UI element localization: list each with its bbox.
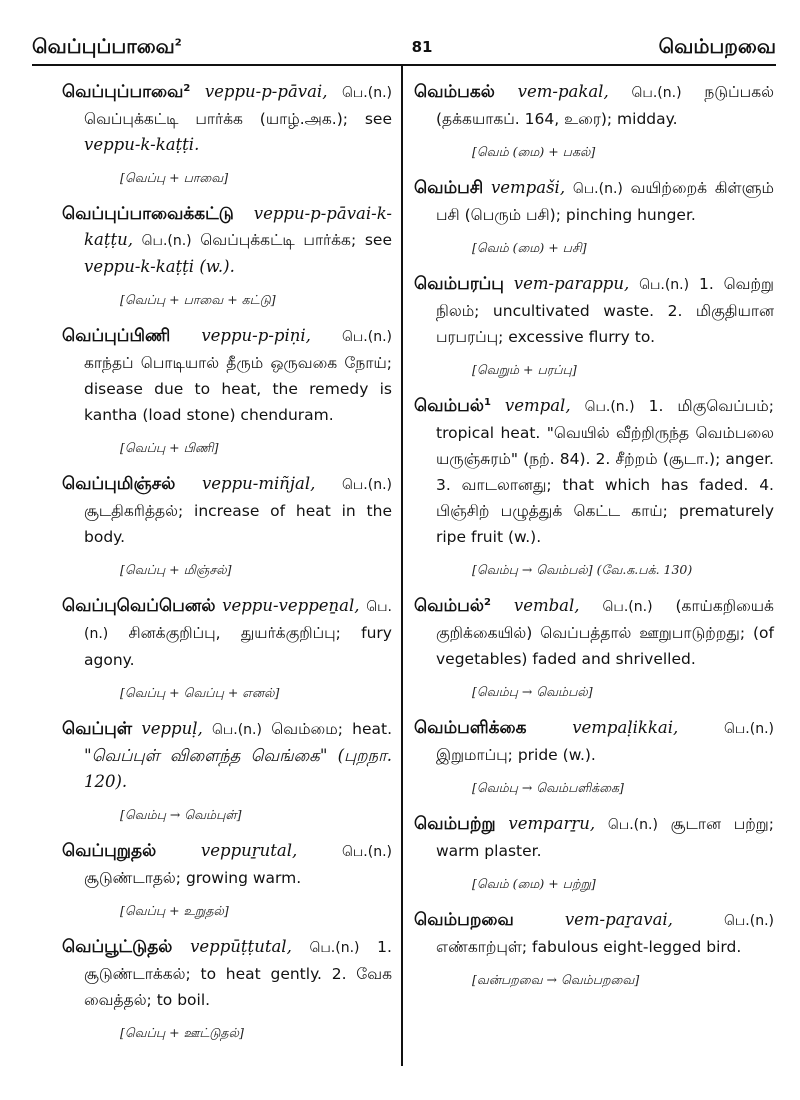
- entry-etymology: [வெம்பு → வெம்பளிக்கை]: [472, 780, 624, 795]
- entry-transliteration: vempal,: [504, 396, 571, 415]
- entry-transliteration: veppuṟutal,: [200, 841, 298, 860]
- entry-headword: வெம்பற்று: [414, 814, 496, 834]
- entry-transliteration: vemparṟu,: [508, 814, 596, 833]
- dictionary-entry: [62, 323, 392, 457]
- entry-definition: (காய்கறியைக் குறிக்கையில்) வெப்பத்தால் ஊறுபாடுற்றது; (of vegetables) faded and shrivelled.: [436, 597, 774, 668]
- dictionary-entry: [62, 934, 392, 1042]
- dictionary-entry: [62, 471, 392, 579]
- entry-headword: வெப்புப்பாவைக்கட்டு: [62, 204, 234, 224]
- entry-definition: 1. சூடுண்டாக்கல்; to heat gently. 2. வேக வைத்தல்; to boil.: [84, 938, 392, 1009]
- entry-definition: நடுப்பகல் (தக்கயாகப். 164, உரை); midday.: [436, 83, 774, 128]
- header-left-headword: வெப்புப்பாவை$^2$: [32, 34, 182, 58]
- entry-headword: வெம்பல்: [414, 596, 484, 616]
- entry-pos: பெ.(n.): [141, 233, 192, 249]
- entry-pos: பெ.(n.): [341, 477, 392, 493]
- entry-definition: 1. மிகுவெப்பம்; tropical heat. "வெயில் வீற்றிருந்த வெம்பலை யருஞ்சுரம்" (நற். 84). 2. சீற்றம் (சூடா.); anger. 3. வாடலானது; that which has faded. 4. பிஞ்சிற் பழுத்துக் கெட்ட காய்; prematurely ripe fruit (w.).: [436, 397, 774, 546]
- left-column: [62, 79, 392, 1056]
- entry-definition: வெம்மை; heat.: [271, 720, 392, 738]
- header-rule: [32, 64, 776, 66]
- entry-pos: பெ.(n.): [639, 277, 690, 293]
- entry-definition: வெப்புக்கட்டி பார்க்க; see: [200, 231, 392, 249]
- entry-headword: வெப்புப்பாவை: [62, 82, 184, 102]
- entry-etymology: [வெம் (மை) + பசி]: [472, 240, 587, 255]
- entry-etymology: [வெப்பு + ஊட்டுதல்]: [120, 1025, 244, 1040]
- entry-definition: சூடுண்டாதல்; growing warm.: [84, 869, 302, 887]
- entry-headword: வெப்புறுதல்: [62, 841, 157, 861]
- entry-transliteration: vem-pakal,: [517, 82, 609, 101]
- entry-pos: பெ.(n.): [723, 721, 774, 737]
- entry-crossref: veppu-k-kaṭṭi.: [84, 135, 200, 154]
- dictionary-entry: [414, 907, 774, 989]
- entry-superscript: 2: [183, 82, 191, 94]
- entry-etymology: [வெப்பு + பாவை + கட்டு]: [120, 292, 276, 307]
- entry-headword: வெப்புவெப்பெனல்: [62, 596, 216, 616]
- entry-headword: வெப்புமிஞ்சல்: [62, 474, 176, 494]
- entry-transliteration: veppu-miñjal,: [201, 474, 316, 493]
- entry-headword: வெம்பளிக்கை: [414, 718, 527, 738]
- entry-headword: வெம்பசி: [414, 178, 484, 198]
- header-right-headword: வெம்பறவை: [658, 34, 776, 58]
- entry-etymology: [வெப்பு + உறுதல்]: [120, 903, 229, 918]
- entry-transliteration: vempaḷikkai,: [572, 718, 679, 737]
- entry-headword: வெம்பறவை: [414, 910, 514, 930]
- entry-etymology: [வன்பறவை → வெம்பறவை]: [472, 972, 640, 987]
- entry-etymology: [வெம் (மை) + பகல்]: [472, 144, 596, 159]
- entry-etymology: [வெம்பு → வெம்புள்]: [120, 807, 242, 822]
- entry-superscript: 2: [483, 596, 491, 608]
- entry-definition: 1. வெற்று நிலம்; uncultivated waste. 2. மிகுதியான பரபரப்பு; excessive flurry to.: [436, 275, 774, 346]
- entry-headword: வெம்பரப்பு: [414, 274, 504, 294]
- entry-pos: பெ.(n.): [341, 85, 392, 101]
- entry-definition: காந்தப் பொடியால் தீரும் ஒருவகை நோய்; disease due to heat, the remedy is kantha (load stone) chenduram.: [84, 354, 392, 424]
- entry-pos: பெ.(n.): [572, 181, 623, 197]
- dictionary-entry: [62, 838, 392, 920]
- entry-pos: பெ.(n.): [341, 844, 392, 860]
- entry-transliteration: veppu-veppeṉal,: [222, 596, 360, 615]
- entry-etymology: [வெம் (மை) + பற்று]: [472, 876, 596, 891]
- entry-headword: வெப்பூட்டுதல்: [62, 937, 173, 957]
- dictionary-entry: [414, 79, 774, 161]
- entry-definition: எண்காற்புள்; fabulous eight-legged bird.: [436, 938, 742, 956]
- entry-headword: வெப்புப்பிணி: [62, 326, 171, 346]
- entry-crossref: veppu-k-kaṭṭi (w.).: [84, 257, 235, 276]
- entry-pos: பெ.(n.): [584, 399, 635, 415]
- entry-pos: பெ.(n.): [309, 940, 360, 956]
- entry-etymology: [வெப்பு + வெப்பு + எனல்]: [120, 685, 280, 700]
- entry-transliteration: vembal,: [513, 596, 580, 615]
- entry-headword: வெம்பல்: [414, 396, 484, 416]
- dictionary-entry: [414, 271, 774, 379]
- entry-etymology: [வெப்பு + பாவை]: [120, 170, 229, 185]
- entry-definition: சூடதிகரித்தல்; increase of heat in the body.: [84, 502, 392, 546]
- right-column: [414, 79, 774, 1003]
- entry-definition: இறுமாப்பு; pride (w.).: [436, 746, 596, 764]
- entry-transliteration: veppu-p-pāvai-k-kaṭṭu,: [84, 204, 392, 249]
- entry-pos: பெ.(n.): [631, 85, 682, 101]
- column-divider: [401, 66, 403, 1066]
- entry-pos: பெ.(n.): [211, 722, 262, 738]
- dictionary-entry: [414, 715, 774, 797]
- dictionary-entry: [414, 811, 774, 893]
- entry-definition: வயிற்றைக் கிள்ளும் பசி (பெரும் பசி); pinching hunger.: [436, 179, 774, 224]
- entry-quotation: "வெப்புள் விளைந்த வெங்கை" (புறநா. 120).: [84, 746, 392, 791]
- entry-etymology: [வெப்பு + பிணி]: [120, 440, 219, 455]
- entry-definition: சினக்குறிப்பு, துயர்க்குறிப்பு; fury agony.: [84, 624, 392, 669]
- dictionary-entry: [62, 593, 392, 702]
- entry-transliteration: vempaši,: [490, 178, 566, 197]
- entry-transliteration: veppu-p-pāvai,: [204, 82, 328, 101]
- entry-pos: பெ.(n.): [84, 599, 392, 642]
- entry-transliteration: veppuḷ,: [141, 719, 203, 738]
- dictionary-entry: [62, 79, 392, 187]
- entry-pos: பெ.(n.): [341, 329, 392, 345]
- dictionary-entry: [414, 593, 774, 701]
- entry-headword: வெம்பகல்: [414, 82, 495, 102]
- entry-definition: சூடான பற்று; warm plaster.: [436, 815, 774, 860]
- dictionary-entry: [414, 393, 774, 579]
- dictionary-entry: [414, 175, 774, 257]
- page-number: 81: [411, 38, 433, 56]
- entry-pos: பெ.(n.): [723, 913, 774, 929]
- entry-etymology: [வெறும் + பரப்பு]: [472, 362, 577, 377]
- entry-transliteration: veppu-p-piṇi,: [201, 326, 311, 345]
- dictionary-entry: [62, 716, 392, 824]
- entry-transliteration: veppūṭṭutal,: [190, 937, 292, 956]
- entry-etymology: [வெப்பு + மிஞ்சல்]: [120, 562, 232, 577]
- entry-pos: பெ.(n.): [602, 599, 653, 615]
- dictionary-entry: [62, 201, 392, 309]
- entry-transliteration: vem-parappu,: [513, 274, 630, 293]
- entry-transliteration: vem-paṟavai,: [564, 910, 673, 929]
- entry-pos: பெ.(n.): [607, 817, 658, 833]
- entry-superscript: 1: [483, 396, 491, 408]
- entry-definition: வெப்புக்கட்டி பார்க்க (யாழ்.அக.); see: [84, 110, 392, 128]
- entry-etymology: [வெம்பு → வெம்பல்] (வே.க.பக். 130): [472, 562, 693, 577]
- page-header: [32, 34, 776, 64]
- entry-etymology: [வெம்பு → வெம்பல்]: [472, 684, 593, 699]
- entry-headword: வெப்புள்: [62, 719, 133, 739]
